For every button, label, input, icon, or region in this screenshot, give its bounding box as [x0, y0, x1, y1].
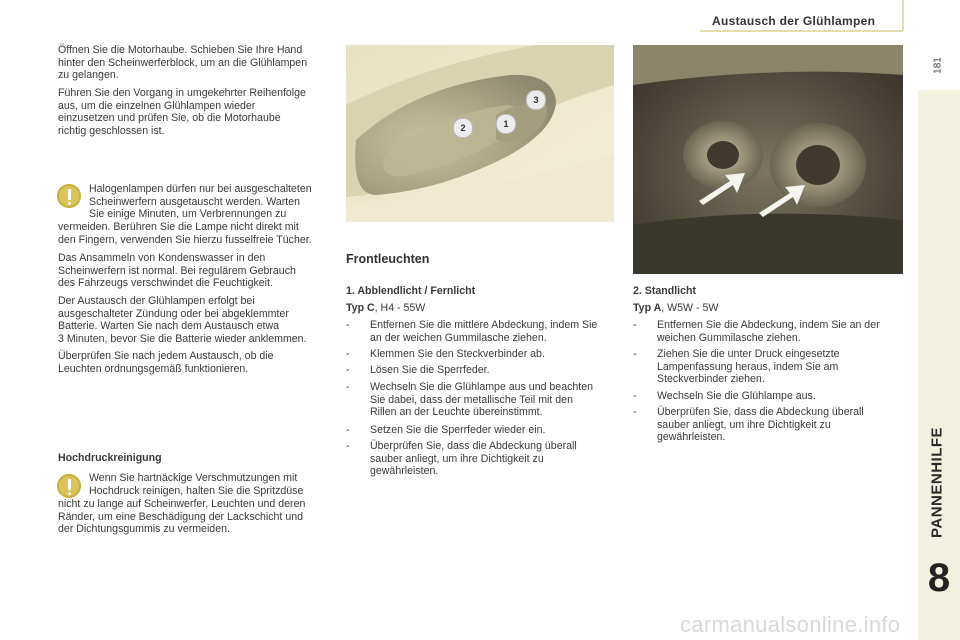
type-label: Typ A	[633, 302, 662, 314]
page-header-title: Austausch der Glühlampen	[712, 14, 876, 28]
check-paragraph	[58, 350, 348, 375]
list-dash: -	[633, 348, 637, 360]
list-dash: -	[633, 390, 637, 402]
text-line: Ziehen Sie die unter Druck eingesetzte	[657, 348, 840, 360]
list-dash: -	[346, 424, 350, 436]
page-number: 181	[932, 57, 944, 74]
intro-paragraph-1	[58, 44, 338, 82]
text-line: Klemmen Sie den Steckverbinder ab.	[370, 348, 545, 360]
type-value: , H4 - 55W	[374, 302, 426, 314]
text-line: hinter den Scheinwerferblock, um an die Glühlampen	[58, 56, 308, 69]
list-dash: -	[346, 381, 350, 393]
text-line: sauber anliegt, um ihre Dichtigkeit zu	[370, 452, 544, 465]
text-line: vermeiden. Berühren Sie die Lampe nicht direkt mit	[58, 221, 299, 233]
text-line: Setzen Sie die Sperrfeder wieder ein.	[370, 424, 546, 436]
text-line: weichen Gummilasche ziehen.	[657, 331, 801, 344]
warning-text	[58, 221, 348, 246]
header-divider-tick	[902, 0, 904, 31]
text-line: Wechseln Sie die Glühlampe aus und beachten	[370, 381, 594, 393]
text-line: Überprüfen Sie, dass die Abdeckung überall	[657, 406, 864, 418]
text-line: richtig geschlossen ist.	[58, 124, 165, 137]
callout-2: 2	[453, 118, 473, 138]
text-line: gewährleisten.	[370, 465, 439, 478]
condensation-paragraph	[58, 252, 348, 290]
text-line: Lösen Sie die Sperrfeder.	[370, 364, 490, 376]
text-line: Batterie. Warten Sie nach dem Austausch etwa	[58, 320, 280, 333]
text-line: Wenn Sie hartnäckige Verschmutzungen mit	[89, 472, 298, 484]
type-label: Typ C	[346, 302, 375, 314]
text-line: Überprüfen Sie, dass die Abdeckung überall	[370, 440, 577, 452]
text-line: Führen Sie den Vorgang in umgekehrter Reihenfolge	[58, 87, 306, 99]
text-line: sauber anliegt, um ihre Dichtigkeit zu	[657, 418, 831, 431]
text-line: des Fahrzeugs verschwindet die Feuchtigkeit.	[58, 277, 273, 290]
text-line: Steckverbinder ziehen.	[657, 373, 765, 386]
text-line: Überprüfen Sie nach jedem Austausch, ob die	[58, 350, 274, 362]
text-line: Halogenlampen dürfen nur bei ausgeschalteten	[89, 183, 312, 195]
list-dash: -	[346, 348, 350, 360]
text-line: Hochdruck reinigen, halten Sie die Spritzdüse	[89, 484, 304, 497]
text-line: Öffnen Sie die Motorhaube. Schieben Sie Ihre Hand	[58, 44, 303, 56]
sub-heading-abblendlicht: 1. Abblendlicht / Fernlicht	[346, 285, 476, 297]
hochdruck-heading: Hochdruckreinigung	[58, 452, 162, 464]
text-line: Lampenfassung heraus, indem Sie am	[657, 360, 839, 373]
text-line: nicht zu lange auf Scheinwerfer, Leuchten und deren	[58, 498, 306, 510]
text-line: einzusetzen und prüfen Sie, ob die Motorhaube	[58, 112, 281, 125]
text-line: Sie einige Minuten, um Verbrennungen zu	[89, 208, 287, 221]
intro-paragraph-2	[58, 87, 338, 137]
text-line: an der weichen Gummilasche ziehen.	[370, 331, 547, 344]
engine-bay-photo	[633, 45, 903, 274]
text-line: gewährleisten.	[657, 431, 726, 444]
text-line: 3 Minuten, bevor Sie die Batterie wieder anklemmen.	[58, 332, 307, 345]
text-line: Scheinwerfern ausgetauscht werden. Warten	[89, 195, 301, 208]
callout-3: 3	[526, 90, 546, 110]
ignition-paragraph	[58, 295, 348, 345]
text-line: ausgeschalteter Zündung oder bei abgeklemmter	[58, 307, 289, 320]
type-value: , W5W - 5W	[661, 302, 719, 314]
text-line: Das Ansammeln von Kondenswasser in den	[58, 252, 266, 264]
bulb-type-c	[346, 302, 425, 315]
text-line: Rillen an der Leuchte übereinstimmt.	[370, 406, 543, 419]
text-line: Scheinwerfern ist normal. Bei regulärem Gebrauch	[58, 264, 296, 277]
list-dash: -	[346, 440, 350, 452]
chapter-number: 8	[927, 556, 951, 600]
text-line: Ränder, um eine Beschädigung der Lackschicht und	[58, 510, 303, 523]
headlight-illustration	[346, 45, 614, 222]
list-dash: -	[346, 364, 350, 376]
text-line: der Dichtungsgummis zu vermeiden.	[58, 523, 230, 536]
text-line: den Fingern, verwenden Sie hierzu fusselfreie Tücher.	[58, 233, 312, 246]
text-line: Der Austausch der Glühlampen erfolgt bei	[58, 295, 255, 307]
text-line: Wechseln Sie die Glühlampe aus.	[657, 390, 816, 402]
section-heading-frontleuchten: Frontleuchten	[346, 252, 430, 266]
engine-bay-illustration	[633, 45, 903, 274]
chapter-section-label: PANNENHILFE	[928, 426, 946, 539]
callout-1: 1	[496, 114, 516, 134]
bulb-type-a	[633, 302, 718, 315]
text-line: zu gelangen.	[58, 69, 119, 82]
text-line: Entfernen Sie die mittlere Abdeckung, indem Sie	[370, 319, 598, 331]
text-line: aus, um die einzelnen Glühlampen wieder	[58, 99, 256, 112]
text-line: Entfernen Sie die Abdeckung, indem Sie an der	[657, 319, 880, 331]
headlight-photo	[346, 45, 614, 222]
warning-icon	[57, 184, 81, 208]
text-line: Sie dabei, dass der metallische Teil mit den	[370, 393, 573, 406]
warning-text-indented	[89, 183, 339, 221]
text-line: Leuchten ordnungsgemäß funktionieren.	[58, 362, 249, 375]
warning-icon	[57, 474, 81, 498]
list-dash: -	[346, 319, 350, 331]
header-underline	[700, 30, 903, 32]
list-dash: -	[633, 406, 637, 418]
watermark: carmanualsonline.info	[680, 612, 901, 637]
hochdruck-text	[58, 498, 348, 536]
list-dash: -	[633, 319, 637, 331]
sub-heading-standlicht: 2. Standlicht	[633, 285, 696, 297]
hochdruck-text-indented	[89, 472, 339, 497]
